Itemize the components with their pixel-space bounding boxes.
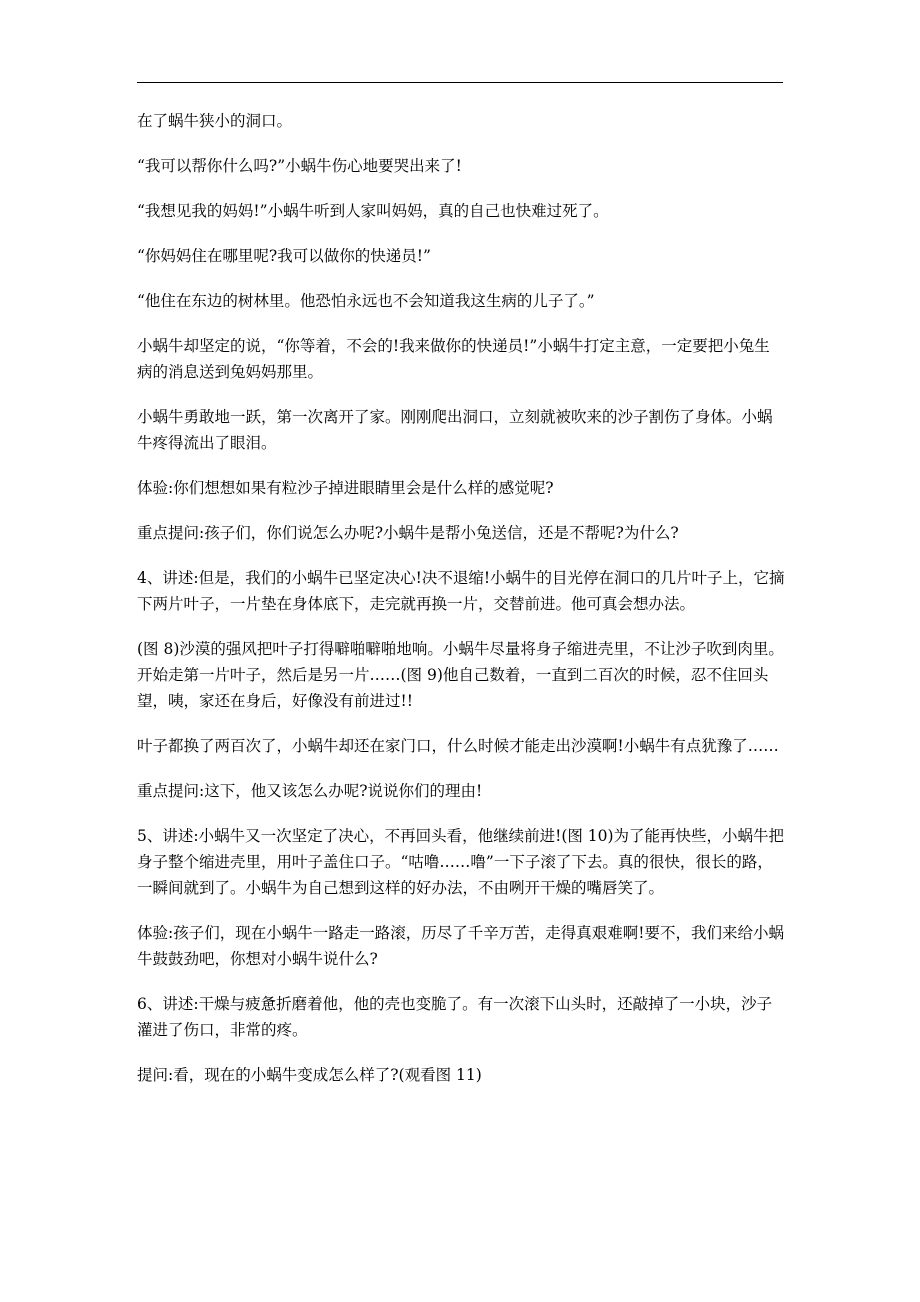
paragraph: 重点提问:孩子们，你们说怎么办呢?小蜗牛是帮小兔送信，还是不帮呢?为什么? [137,524,679,542]
paragraph: “我可以帮你什么吗?”小蜗牛伤心地要哭出来了! [137,157,462,175]
paragraph: “你妈妈住在哪里呢?我可以做你的快递员!” [137,247,431,265]
header-rule [137,82,783,83]
paragraph: 重点提问:这下，他又该怎么办呢?说说你们的理由! [137,782,483,800]
paragraph: 4、讲述:但是，我们的小蜗牛已坚定决心!决不退缩!小蜗牛的目光停在洞口的几片叶子上，它摘下两片叶子，一片垫在身体底下，走完就再换一片，交替前进。他可真会想办法。 [137,569,785,613]
paragraph: 体验:你们想想如果有粒沙子掉进眼睛里会是什么样的感觉呢? [137,479,554,497]
paragraph: 5、讲述:小蜗牛又一次坚定了决心，不再回头看，他继续前进!(图 10)为了能再快些，小蜗牛把身子整个缩进壳里，用叶子盖住口子。“咕噜……噜”一下子滚了下去。真的很快，很长的路，一瞬间就到了。小蜗牛为自己想到这样的好办法，不由咧开干燥的嘴唇笑了。 [137,827,785,897]
paragraph: “他住在东边的树林里。他恐怕永远也不会知道我这生病的儿子了。” [137,292,595,310]
paragraph: 6、讲述:干燥与疲惫折磨着他，他的壳也变脆了。有一次滚下山头时，还敲掉了一小块，沙子灌进了伤口，非常的疼。 [137,995,773,1039]
paragraph: 小蜗牛勇敢地一跃，第一次离开了家。刚刚爬出洞口，立刻就被吹来的沙子割伤了身体。小蜗牛疼得流出了眼泪。 [137,408,773,452]
paragraph: 叶子都换了两百次了，小蜗牛却还在家门口，什么时候才能走出沙漠啊!小蜗牛有点犹豫了…… [137,737,779,755]
paragraph: (图 8)沙漠的强风把叶子打得噼啪噼啪地响。小蜗牛尽量将身子缩进壳里，不让沙子吹到肉里。开始走第一片叶子，然后是另一片……(图 9)他自己数着，一直到二百次的时候，忍不住回头望，咦，家还在身后，好像没有前进过!! [137,640,784,710]
paragraph: 提问:看，现在的小蜗牛变成怎么样了?(观看图 11) [137,1066,482,1084]
paragraph: 体验:孩子们，现在小蜗牛一路走一路滚，历尽了千辛万苦，走得真艰难啊!要不，我们来给小蜗牛鼓鼓劲吧，你想对小蜗牛说什么? [137,924,784,968]
paragraph: 小蜗牛却坚定的说，“你等着，不会的!我来做你的快递员!”小蜗牛打定主意，一定要把小兔生病的消息送到兔妈妈那里。 [137,337,770,381]
paragraph: 在了蜗牛狭小的洞口。 [137,112,293,130]
document-body [137,108,785,1107]
paragraph: “我想见我的妈妈!”小蜗牛听到人家叫妈妈，真的自己也快难过死了。 [137,202,609,220]
